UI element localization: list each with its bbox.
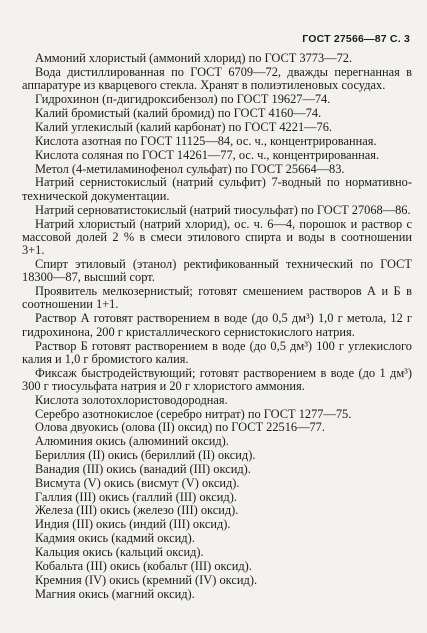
- paragraph: Серебро азотнокислое (серебро нитрат) по ГОСТ 1277—75.: [35, 406, 352, 421]
- paragraph: Натрий сернистокислый (натрий сульфит) 7-водный по нормативно-технической документации.: [22, 175, 412, 203]
- paragraph: Вода дистиллированная по ГОСТ 6709—72, дважды перегнанная в аппаратуре из кварцевого стекла. Хранят в полиэтиленовых сосудах.: [22, 64, 412, 93]
- list-item: Галлия (III) окись (галлий (III) оксид).: [35, 489, 237, 504]
- list-item: Индия (III) окись (индий (III) оксид).: [35, 517, 231, 532]
- paragraph: Кислота золотохлористоводородная.: [35, 392, 228, 407]
- list-item: Кобальта (III) окись (кобальт (III) оксид).: [35, 559, 252, 574]
- oxide-list: [22, 421, 412, 601]
- list-item: Железа (III) окись (железо (III) оксид).: [35, 503, 239, 518]
- list-item: Алюминия окись (алюминий оксид).: [35, 434, 229, 448]
- list-item: Кадмия окись (кадмий оксид).: [35, 531, 195, 546]
- page-header: ГОСТ 27566—87 С. 3: [302, 33, 410, 45]
- paragraph: Калий углекислый (калий карбонат) по ГОСТ 4221—76.: [35, 119, 333, 134]
- paragraph: Фиксаж быстродействующий; готовят растворением в воде (до 1 дм³) 300 г тиосульфата натрия и 20 г хлористого аммония.: [22, 365, 412, 394]
- paragraph: Калий бромистый (калий бромид) по ГОСТ 4160—74.: [35, 105, 322, 120]
- paragraph: Натрий серноватистокислый (натрий тиосульфат) по ГОСТ 27068—86.: [35, 202, 411, 217]
- paragraph: Раствор А готовят растворением в воде (до 0,5 дм³) 1,0 г метола, 12 г гидрохинона, 200 г кристаллического сернистокислого натрия.: [22, 311, 412, 339]
- list-item: Бериллия (II) окись (бериллий (II) оксид).: [35, 447, 256, 462]
- document-body: [22, 52, 412, 601]
- list-item: Кальция окись (кальций оксид).: [35, 545, 204, 560]
- paragraph: Раствор Б готовят растворением в воде (до 0,5 дм³) 100 г углекислого калия и 1,0 г бромистого калия.: [22, 338, 412, 366]
- list-item: Висмута (V) окись (висмут (V) оксид).: [35, 475, 240, 490]
- paragraph: Кислота соляная по ГОСТ 14261—77, ос. ч., концентрированная.: [35, 147, 380, 162]
- list-item: Ванадия (III) окись (ванадий (III) оксид).: [35, 461, 251, 476]
- paragraph: Кислота азотная по ГОСТ 11125—84, ос. ч., концентрированная.: [35, 133, 377, 148]
- paragraph: Метол (4-метиламинофенол сульфат) по ГОСТ 25664—83.: [35, 161, 345, 176]
- list-item: Кремния (IV) окись (кремний (IV) оксид).: [35, 572, 258, 587]
- paragraph: Аммоний хлористый (аммоний хлорид) по ГОСТ 3773—72.: [35, 51, 353, 65]
- paragraph: Спирт этиловый (этанол) ректификованный технический по ГОСТ 18300—87, высший сорт.: [22, 256, 412, 285]
- list-item: Олова двуокись (олова (II) оксид) по ГОСТ 22516—77.: [35, 420, 325, 435]
- paragraph: Проявитель мелкозернистый; готовят смешением растворов А и Б в соотношении 1+1.: [22, 284, 412, 312]
- list-item: Магния окись (магний оксид).: [35, 586, 195, 601]
- paragraph: Натрий хлористый (натрий хлорид), ос. ч. 6—4, порошок и раствор с массовой долей 2 % в смеси этилового спирта и воды в соотношении 3+1.: [22, 216, 412, 258]
- paragraph: Гидрохинон (п-дигидроксибензол) по ГОСТ 19627—74.: [35, 92, 331, 107]
